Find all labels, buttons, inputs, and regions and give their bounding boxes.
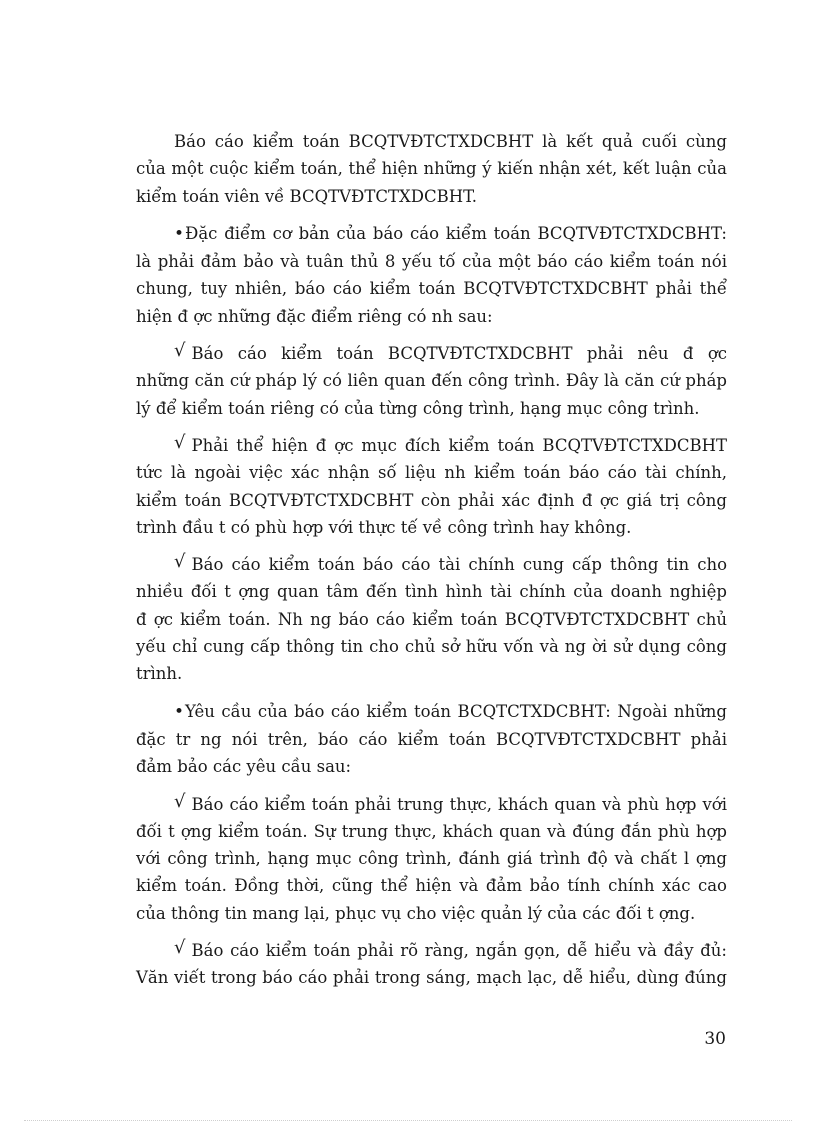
text-line: là phải đảm bảo và tuân thủ 8 yếu tố của một báo cáo kiểm toán nói <box>136 252 727 272</box>
page-bottom-divider <box>24 1120 792 1121</box>
text-line: đảm bảo các yêu cầu sau: <box>136 757 352 777</box>
text-line: với công trình, hạng mục công trình, đánh giá trình độ và chất l ợng <box>136 849 727 869</box>
text-line: kiểm toán. Đồng thời, cũng thể hiện và đảm bảo tính chính xác cao <box>136 876 727 896</box>
paragraph-check-clarity <box>136 937 727 992</box>
text-line: •Đặc điểm cơ bản của báo cáo kiểm toán BCQTVĐTCTXDCBHT: <box>136 220 727 248</box>
text-line: đặc tr ng nói trên, báo cáo kiểm toán BCQTVĐTCTXDCBHT phải <box>136 729 727 749</box>
text-line: √ Phải thể hiện đ ợc mục đích kiểm toán BCQTVĐTCTXDCBHT <box>136 432 727 459</box>
paragraph-check-legal-basis <box>136 340 727 422</box>
text-line: chung, tuy nhiên, báo cáo kiểm toán BCQTVĐTCTXDCBHT phải thể <box>136 279 727 299</box>
checkmark-icon: √ <box>174 551 186 573</box>
text-line: những căn cứ pháp lý có liên quan đến công trình. Đây là căn cứ pháp <box>136 371 727 391</box>
bullet-marker: • <box>174 223 185 244</box>
paragraph-bullet-requirements <box>136 698 727 781</box>
text-line: •Yêu cầu của báo cáo kiểm toán BCQTCTXDCBHT: Ngoài những <box>136 698 727 726</box>
text-line: kiểm toán BCQTVĐTCTXDCBHT còn phải xác định đ ợc giá trị công <box>136 490 727 510</box>
paragraph-check-audit-purpose <box>136 432 727 541</box>
text-line: của thông tin mang lại, phục vụ cho việc quản lý của các đối t ợng. <box>136 903 696 923</box>
paragraph-check-information-users <box>136 551 727 687</box>
paragraph-bullet-characteristics <box>136 220 727 330</box>
text-line: √ Báo cáo kiểm toán BCQTVĐTCTXDCBHT phải nêu đ ợc <box>136 340 727 367</box>
checkmark-icon: √ <box>174 340 186 362</box>
checkmark-icon: √ <box>174 937 186 959</box>
text-line: Văn viết trong báo cáo phải trong sáng, mạch lạc, dễ hiểu, dùng đúng <box>136 968 727 988</box>
checkmark-icon: √ <box>174 431 186 453</box>
text-line: kiểm toán viên về BCQTVĐTCTXDCBHT. <box>136 186 477 206</box>
text-line: √ Báo cáo kiểm toán báo cáo tài chính cung cấp thông tin cho <box>136 551 727 578</box>
text-line: hiện đ ợc những đặc điểm riêng có nh sau: <box>136 306 493 326</box>
checkmark-icon: √ <box>174 790 186 812</box>
text-line: yếu chỉ cung cấp thông tin cho chủ sở hữu vốn và ng ời sử dụng công <box>136 637 727 657</box>
page-number: 30 <box>704 1029 726 1049</box>
text-line: đ ợc kiểm toán. Nh ng báo cáo kiểm toán BCQTVĐTCTXDCBHT chủ <box>136 609 727 629</box>
paragraph-check-honesty <box>136 791 727 927</box>
text-line: √ Báo cáo kiểm toán phải trung thực, khách quan và phù hợp với <box>136 791 727 818</box>
text-line: của một cuộc kiểm toán, thể hiện những ý kiến nhận xét, kết luận của <box>136 159 727 179</box>
page-body <box>136 128 727 1002</box>
text-line: đối t ợng kiểm toán. Sự trung thực, khách quan và đúng đắn phù hợp <box>136 821 727 841</box>
bullet-marker: • <box>174 701 185 722</box>
text-line: Báo cáo kiểm toán BCQTVĐTCTXDCBHT là kết quả cuối cùng <box>174 132 727 151</box>
text-line: trình đầu t có phù hợp với thực tế về công trình hay không. <box>136 517 632 537</box>
paragraph-intro <box>136 128 727 210</box>
text-line: √ Báo cáo kiểm toán phải rõ ràng, ngắn gọn, dễ hiểu và đầy đủ: <box>136 937 727 964</box>
text-line: lý để kiểm toán riêng có của từng công trình, hạng mục công trình. <box>136 398 700 418</box>
text-line: tức là ngoài việc xác nhận số liệu nh kiểm toán báo cáo tài chính, <box>136 463 727 483</box>
text-line: nhiều đối t ợng quan tâm đến tình hình tài chính của doanh nghiệp <box>136 582 727 602</box>
text-line: trình. <box>136 664 183 684</box>
